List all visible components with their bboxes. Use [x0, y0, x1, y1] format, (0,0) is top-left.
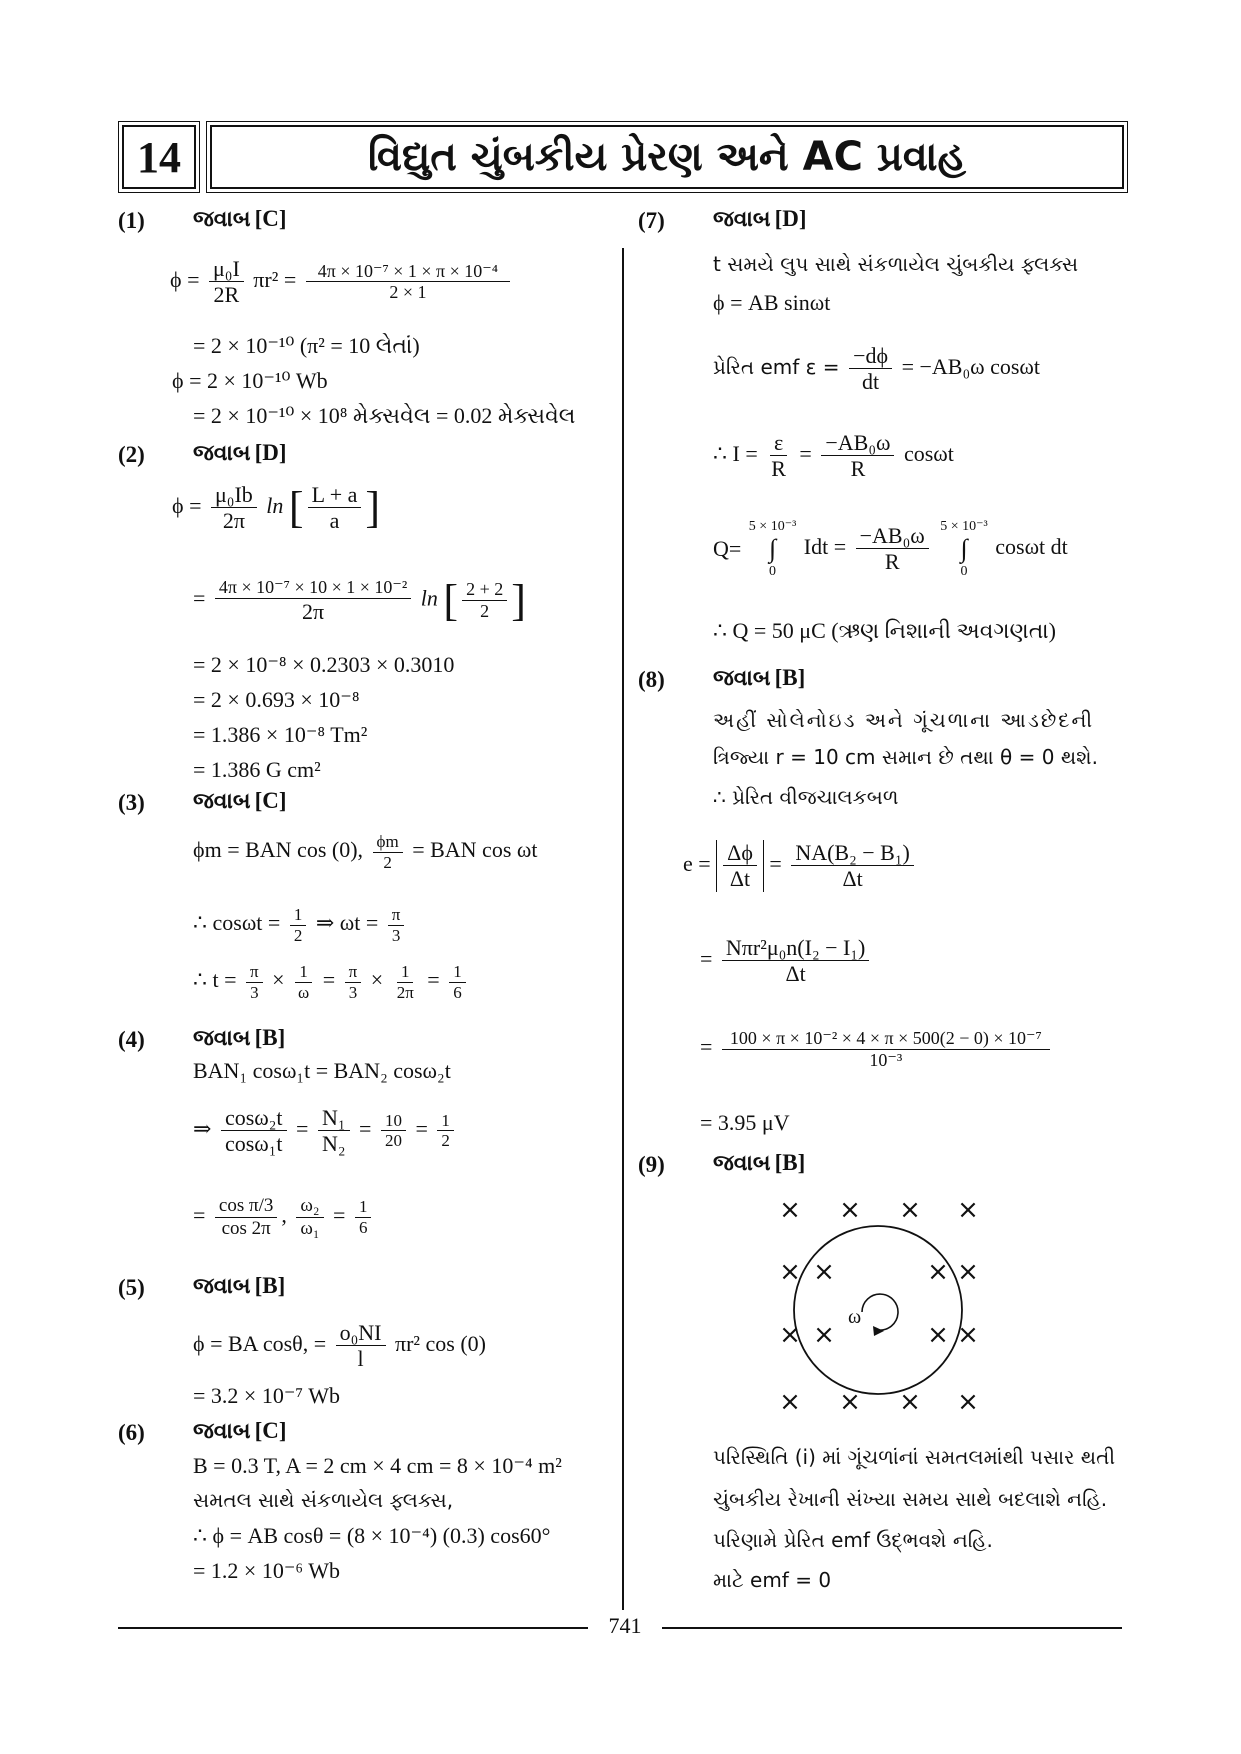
q5-line1: ϕ = BA cosθ, = $\frac{\text{o₀NI}}{l}$ πr² cos (0)	[193, 1320, 487, 1372]
q8-line7: = 3.95 μV	[700, 1110, 790, 1135]
q9-line2: ચુંબકીય રેખાની સંખ્યા સમય સાથે બદલાશે નહિ.	[713, 1487, 1108, 1511]
q1-lhs: ϕ =	[170, 266, 200, 292]
q8-line2: ત્રિજ્યા r = 10 cm સમાન છે તથા θ = 0 થશે.	[713, 745, 1098, 769]
q1-mid: πr² =	[253, 266, 297, 292]
cross-icon: ×	[813, 1257, 835, 1287]
cross-icon: ×	[957, 1195, 979, 1225]
q2-line1: ϕ = $\frac{\text{μ₀Ib}}{2\pi}$ ln [ $\frac{L + a}{a}$ ]	[172, 482, 381, 534]
q7-line2: ϕ = AB sinωt	[713, 290, 831, 315]
q1-frac1: $\frac{\text{μ₀I}}{2R}$	[209, 256, 244, 308]
q8-line4: e = $\frac{\Delta\phi}{\Delta t}$ = $\frac{\text{NA(B₂ − B₁)}}{\Delta t}$	[683, 840, 918, 892]
q1-choice: [C]	[254, 206, 287, 231]
q2-line2: = $\frac{\text{4π × 10⁻⁷ × 10 × 1 × 10⁻²}}{2\pi}$ ln [ $\frac{2 + 2}{2}$ ]	[193, 576, 526, 625]
q3-line2: ∴ cosωt = $\frac{1}{2}$ ⇒ ωt = $\frac{\pi}{3}$	[193, 905, 408, 945]
q1-frac2: $\frac{\text{4π × 10⁻⁷ × 1 × π × 10⁻⁴}}{2 \times 1}$	[306, 261, 510, 303]
cross-icon: ×	[899, 1195, 921, 1225]
q2-choice: [D]	[254, 440, 287, 465]
footer-rule-right	[662, 1627, 1122, 1629]
q1-line3: ϕ = 2 × 10⁻¹⁰ Wb	[172, 368, 328, 393]
q5-answer: જવાબ [B]	[193, 1273, 286, 1299]
q7-answer: જવાબ [D]	[713, 206, 807, 232]
cross-icon: ×	[927, 1257, 949, 1287]
q9-answer: જવાબ [B]	[713, 1150, 806, 1176]
q9-line3: પરિણામે પ્રેરિત emf ઉદ્ભવશે નહિ.	[713, 1528, 993, 1552]
q6-line1: B = 0.3 T, A = 2 cm × 4 cm = 8 × 10⁻⁴ m²	[193, 1453, 562, 1478]
cross-icon: ×	[813, 1320, 835, 1350]
q7-line3: પ્રેરિત emf ε = $\frac{-d\phi}{dt}$ = −AB₀ω cosωt	[713, 343, 1041, 395]
q8-line6: = $\frac{\text{100 × π × 10⁻² × 4 × π × 500(2 − 0) × 10⁻⁷}}{\text{10⁻³}}$	[700, 1028, 1054, 1070]
cross-icon: ×	[957, 1320, 979, 1350]
column-divider	[622, 248, 624, 1610]
cross-icon: ×	[957, 1257, 979, 1287]
q4-answer: જવાબ [B]	[193, 1025, 286, 1051]
cross-icon: ×	[839, 1195, 861, 1225]
arrowhead-icon	[873, 1326, 884, 1336]
q7-line4: ∴ I = $\frac{\varepsilon}{R}$ = $\frac{\text{−AB₀ω}}{R}$ cosωt	[713, 430, 954, 482]
q4-number: (4)	[118, 1027, 145, 1052]
q5-line2: = 3.2 × 10⁻⁷ Wb	[193, 1383, 340, 1408]
q2-line4: = 2 × 0.693 × 10⁻⁸	[193, 687, 360, 712]
q2-answer	[193, 440, 287, 466]
q6-answer: જવાબ [C]	[193, 1418, 287, 1444]
answer-word: જવાબ	[193, 207, 251, 232]
q8-number: (8)	[638, 667, 665, 692]
q3-number: (3)	[118, 790, 145, 815]
q4-line2: ⇒ $\frac{\text{cosω₂t}}{\text{cosω₁t}}$ = $\frac{\text{N₁}}{\text{N₂}}$ = $\frac{10}{20}$ = $\frac{1}{2}$	[193, 1105, 458, 1157]
q2-line3: = 2 × 10⁻⁸ × 0.2303 × 0.3010	[193, 652, 455, 677]
q5-number: (5)	[118, 1275, 145, 1300]
answer-word: જવાબ	[193, 441, 251, 466]
q8-answer: જવાબ [B]	[713, 665, 806, 691]
q6-number: (6)	[118, 1420, 145, 1445]
q6-line2: સમતલ સાથે સંકળાયેલ ફ્લક્સ,	[193, 1488, 454, 1512]
cross-icon: ×	[779, 1320, 801, 1350]
q2-line6: = 1.386 G cm²	[193, 757, 321, 782]
cross-icon: ×	[927, 1320, 949, 1350]
q3-line3: ∴ t = $\frac{\pi}{3}$ × $\frac{1}{\omega}$ = $\frac{\pi}{3}$ × $\frac{1}{2\pi}$ = $\frac{1}{6}$	[193, 962, 470, 1002]
q7-line6: ∴ Q = 50 μC (ઋણ નિશાની અવગણતા)	[713, 618, 1056, 643]
q6-line3: ∴ ϕ = AB cosθ = (8 × 10⁻⁴) (0.3) cos60°	[193, 1523, 551, 1548]
magnetic-field-diagram	[760, 1180, 1000, 1420]
q1-line1	[170, 256, 514, 308]
rotation-arrow-icon	[862, 1294, 898, 1330]
q4-line3: = $\frac{\text{cos π/3}}{\cos 2\pi}$ , $\frac{\text{ω₂}}{\text{ω₁}}$ = $\frac{1}{6}$	[193, 1195, 375, 1240]
q1-number: (1)	[118, 208, 145, 233]
q6-line4: = 1.2 × 10⁻⁶ Wb	[193, 1558, 340, 1583]
q8-line1: અહીં સોલેનોઇડ અને ગૂંચળાના આડછેદની	[713, 708, 1095, 732]
cross-icon: ×	[779, 1195, 801, 1225]
q7-number: (7)	[638, 208, 665, 233]
q9-line1: પરિસ્થિતિ (i) માં ગૂંચળાંનાં સમતલમાંથી પસાર થતી	[713, 1445, 1116, 1469]
chapter-number: 14	[122, 125, 196, 189]
coil-circle	[794, 1226, 962, 1394]
q8-line3: ∴ પ્રેરિત વીજચાલકબળ	[713, 785, 899, 809]
q1-line2: = 2 × 10⁻¹⁰ (π² = 10 લેતાં)	[193, 333, 420, 358]
cross-icon: ×	[957, 1387, 979, 1417]
page-number: 741	[608, 1613, 642, 1638]
q2-number: (2)	[118, 442, 145, 467]
chapter-title: વિદ્યુત ચુંબકીય પ્રેરણ અને AC પ્રવાહ	[210, 125, 1124, 189]
q9-number: (9)	[638, 1152, 665, 1177]
q1-answer	[193, 206, 287, 232]
q7-line1: t સમયે લુપ સાથે સંકળાયેલ ચુંબકીય ફ્લક્સ	[713, 252, 1079, 276]
q7-line5: Q= 5 × 10⁻³ ∫ 0 Idt = $\frac{\text{−AB₀ω}}{R}$ 5 × 10⁻³ ∫ 0 cosωt dt	[713, 519, 1068, 579]
cross-icon: ×	[899, 1387, 921, 1417]
q1-line4: = 2 × 10⁻¹⁰ × 10⁸ મેક્સવેલ = 0.02 મેક્સવેલ	[193, 403, 576, 428]
cross-icon: ×	[779, 1387, 801, 1417]
q4-line1: BAN₁ cosω₁t = BAN₂ cosω₂t	[193, 1058, 451, 1083]
q3-answer: જવાબ [C]	[193, 788, 287, 814]
q9-line4: માટે emf = 0	[713, 1568, 832, 1592]
q8-line5: = $\frac{\text{Nπr²μ₀n(I₂ − I₁)}}{\Delta t}$	[700, 935, 873, 987]
q3-line1: ϕm = BAN cos (0), $\frac{\phi m}{2}$ = BAN cos ωt	[193, 832, 538, 872]
footer-rule-left	[118, 1627, 588, 1629]
omega-label: ω	[848, 1306, 862, 1328]
q2-line5: = 1.386 × 10⁻⁸ Tm²	[193, 722, 368, 747]
cross-icon: ×	[839, 1387, 861, 1417]
cross-icon: ×	[779, 1257, 801, 1287]
